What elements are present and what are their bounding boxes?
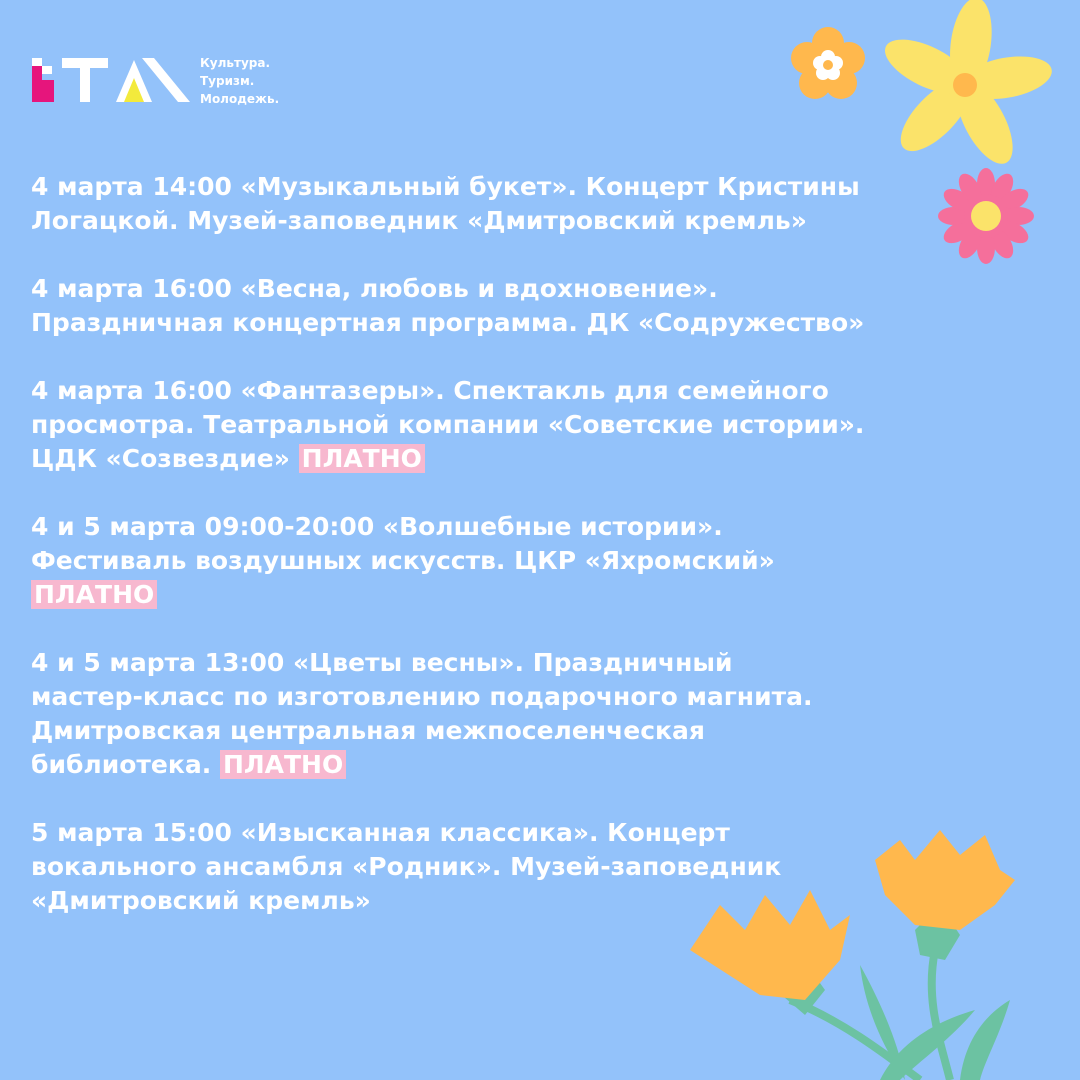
event-item: [31, 646, 991, 782]
event-line: [31, 442, 991, 476]
events-list: [31, 170, 991, 952]
event-item: [31, 374, 991, 476]
event-line: 5 марта 15:00 «Изысканная классика». Концерт: [31, 818, 730, 847]
event-line-text: библиотека.: [31, 750, 212, 779]
event-item: [31, 272, 991, 340]
event-item: [31, 816, 991, 918]
tagline-line: Туризм.: [200, 74, 255, 88]
event-line: 4 и 5 марта 13:00 «Цветы весны». Праздничный: [31, 648, 733, 677]
event-line: просмотра. Театральной компании «Советские истории».: [31, 410, 865, 439]
yellow-flower-icon: [877, 0, 1055, 172]
event-line: 4 и 5 марта 09:00-20:00 «Волшебные истории».: [31, 512, 723, 541]
event-line: «Дмитровский кремль»: [31, 886, 371, 915]
event-line: Дмитровская центральная межпоселенческая: [31, 716, 705, 745]
event-line: 4 марта 14:00 «Музыкальный букет». Концерт Кристины: [31, 172, 860, 201]
paid-badge: ПЛАТНО: [31, 580, 157, 609]
orange-flower-icon: [791, 27, 865, 99]
event-line: Фестиваль воздушных искусств. ЦКР «Яхромский»: [31, 546, 775, 575]
event-item: [31, 170, 991, 238]
event-line: мастер-класс по изготовлению подарочного магнита.: [31, 682, 813, 711]
event-line: 4 марта 16:00 «Фантазеры». Спектакль для семейного: [31, 376, 829, 405]
brand-logo: [30, 54, 200, 106]
event-line: Логацкой. Музей-заповедник «Дмитровский кремль»: [31, 206, 807, 235]
event-line: [31, 748, 991, 782]
event-item: [31, 510, 991, 612]
event-line: вокального ансамбля «Родник». Музей-заповедник: [31, 852, 782, 881]
event-line: Праздничная концертная программа. ДК «Содружество»: [31, 308, 865, 337]
event-line: [31, 578, 991, 612]
paid-badge: ПЛАТНО: [220, 750, 346, 779]
tagline-line: Молодежь.: [200, 92, 280, 106]
event-line-text: ЦДК «Созвездие»: [31, 444, 290, 473]
event-line: 4 марта 16:00 «Весна, любовь и вдохновение».: [31, 274, 718, 303]
tagline-line: Культура.: [200, 56, 271, 70]
paid-badge: ПЛАТНО: [299, 444, 425, 473]
brand-tagline: [200, 54, 279, 108]
